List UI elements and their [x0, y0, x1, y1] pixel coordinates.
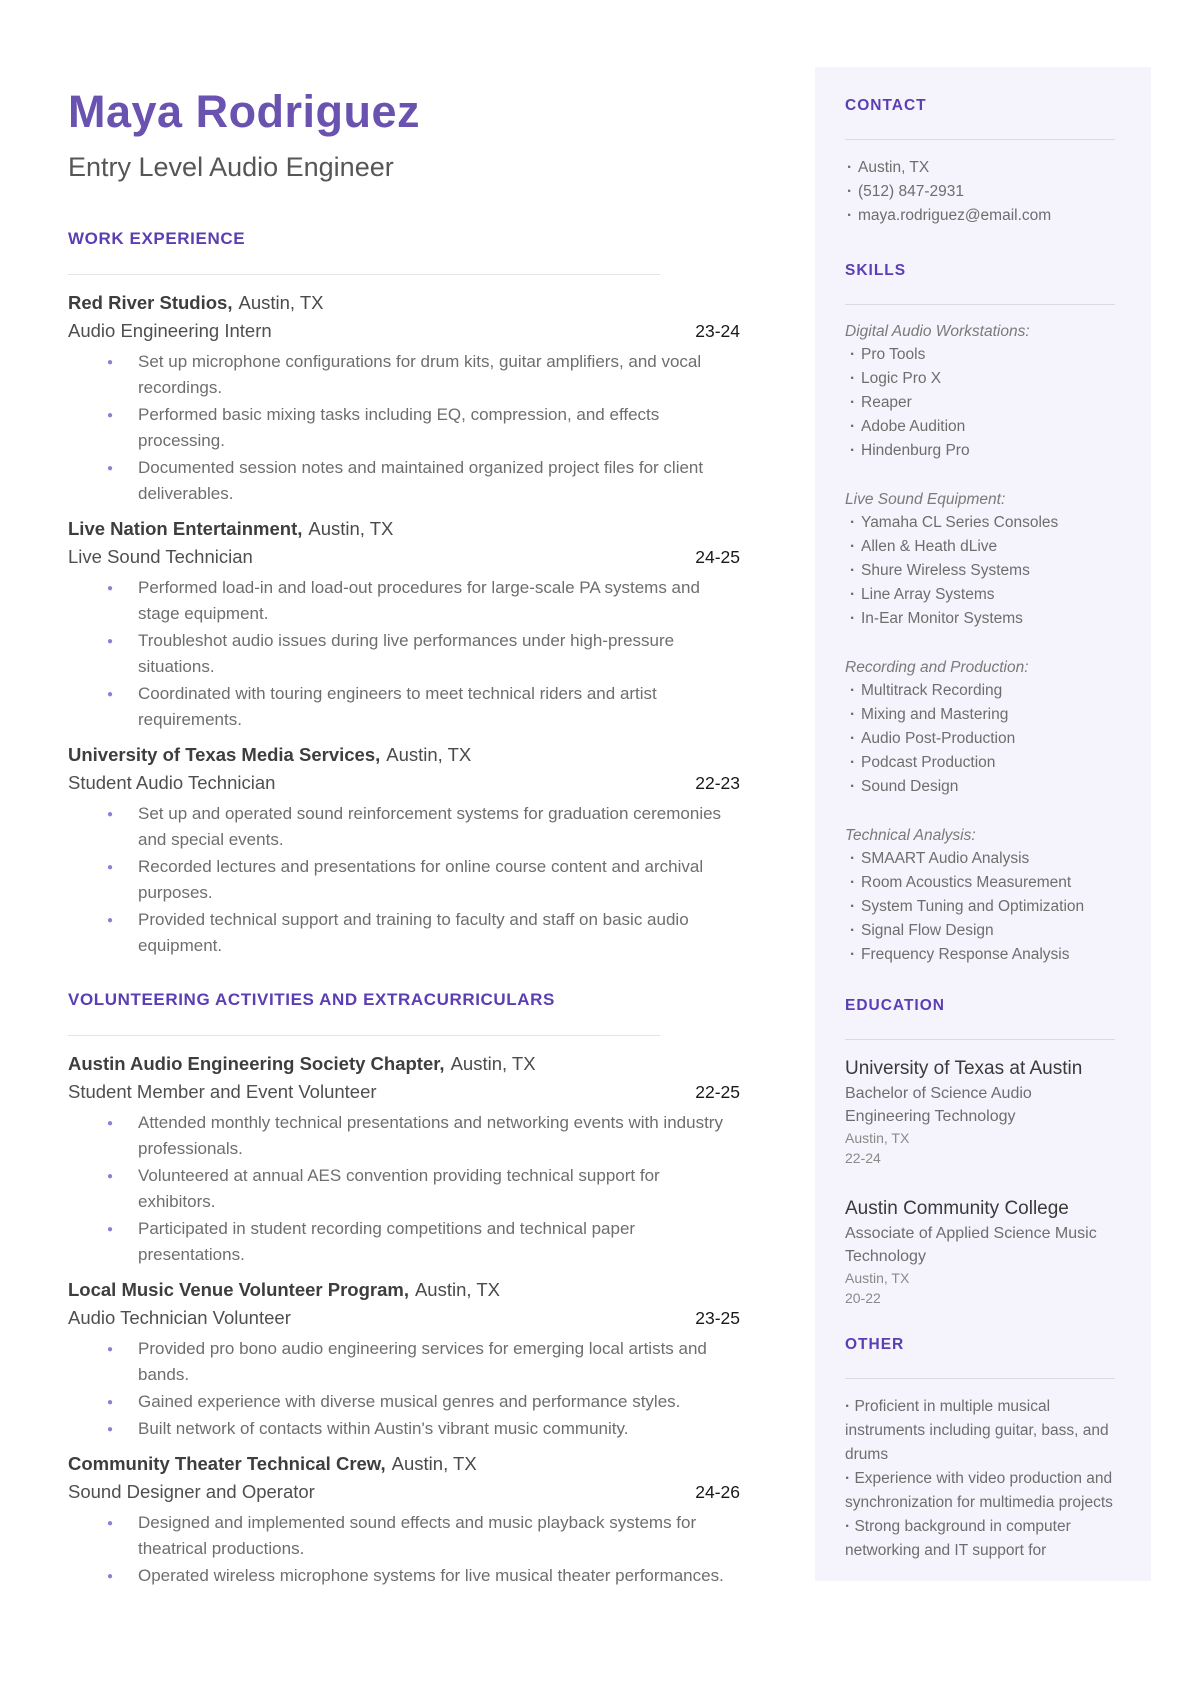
role-title: Sound Designer and Operator: [68, 1481, 315, 1502]
work-experience-list: [68, 289, 740, 959]
person-name: Maya Rodriguez: [68, 86, 421, 137]
contact-item: · (512) 847-2931: [845, 180, 1115, 204]
company-line: [68, 1050, 740, 1078]
contact-heading: CONTACT: [845, 97, 927, 114]
role-title: Live Sound Technician: [68, 546, 253, 567]
company-line: [68, 741, 740, 769]
bullet-list: [68, 1510, 740, 1589]
bullet-list: [68, 575, 740, 733]
school-location: Austin, TX: [845, 1130, 910, 1146]
bullet-item: ● Operated wireless microphone systems for live musical theater performances.: [138, 1563, 738, 1589]
volunteering-heading: VOLUNTEERING ACTIVITIES AND EXTRACURRICULARS: [68, 990, 555, 1009]
school-dates: 22-24: [845, 1150, 881, 1166]
date-range: 22-25: [695, 1082, 740, 1102]
bullet-item: ● Troubleshot audio issues during live performances under high-pressure situations.: [138, 628, 738, 680]
skill-item: · Allen & Heath dLive: [845, 535, 1115, 559]
education-entry: [845, 1196, 1115, 1308]
bullet-list: [68, 349, 740, 507]
company-location: Austin, TX: [414, 1279, 500, 1300]
school-location: Austin, TX: [845, 1270, 910, 1286]
other-item: · Strong background in computer networking and IT support for: [845, 1515, 1115, 1563]
skill-item: · Yamaha CL Series Consoles: [845, 511, 1115, 535]
bullet-item: ● Attended monthly technical presentations and networking events with industry professionals.: [138, 1110, 738, 1162]
bullet-item: ● Volunteered at annual AES convention providing technical support for exhibitors.: [138, 1163, 738, 1215]
bullet-item: ● Designed and implemented sound effects and music playback systems for theatrical productions.: [138, 1510, 738, 1562]
skill-item: · Signal Flow Design: [845, 919, 1115, 943]
skill-group: [845, 825, 1115, 967]
skill-item: · Pro Tools: [845, 343, 1115, 367]
volunteering-list: [68, 1050, 740, 1589]
section-divider: [845, 139, 1115, 140]
skill-item: · Multitrack Recording: [845, 679, 1115, 703]
role-title: Student Audio Technician: [68, 772, 276, 793]
bullet-item: ● Documented session notes and maintained organized project files for client deliverables.: [138, 455, 738, 507]
skill-item: · Mixing and Mastering: [845, 703, 1115, 727]
skill-item: · Frequency Response Analysis: [845, 943, 1115, 967]
company-location: Austin, TX: [391, 1453, 477, 1474]
skill-item: · Reaper: [845, 391, 1115, 415]
bullet-list: [68, 1110, 740, 1268]
skill-item: · Podcast Production: [845, 751, 1115, 775]
sidebar: [815, 67, 1151, 1581]
bullet-item: ● Set up microphone configurations for drum kits, guitar amplifiers, and vocal recordings.: [138, 349, 738, 401]
skills-heading: SKILLS: [845, 262, 907, 279]
degree: Associate of Applied Science Music Technology: [845, 1225, 1097, 1265]
role-line: [68, 1078, 740, 1106]
skill-category-label: Recording and Production:: [845, 659, 1029, 676]
date-range: 23-25: [695, 1308, 740, 1328]
company-name: Community Theater Technical Crew,: [68, 1453, 386, 1474]
other-heading: OTHER: [845, 1336, 905, 1353]
education-heading: EDUCATION: [845, 997, 945, 1014]
date-range: 24-25: [695, 547, 740, 567]
school-name: Austin Community College: [845, 1198, 1069, 1219]
skill-category-label: Live Sound Equipment:: [845, 491, 1006, 508]
role-title: Student Member and Event Volunteer: [68, 1081, 377, 1102]
section-divider: [845, 1039, 1115, 1040]
company-name: Austin Audio Engineering Society Chapter,: [68, 1053, 445, 1074]
skill-group: [845, 321, 1115, 463]
role-line: [68, 769, 740, 797]
degree: Bachelor of Science Audio Engineering Technology: [845, 1085, 1032, 1125]
skill-item: · Adobe Audition: [845, 415, 1115, 439]
skill-group: [845, 489, 1115, 631]
skill-category-label: Digital Audio Workstations:: [845, 323, 1030, 340]
bullet-list: [68, 1336, 740, 1442]
bullet-item: ● Performed load-in and load-out procedures for large-scale PA systems and stage equipment.: [138, 575, 738, 627]
section-divider: [845, 304, 1115, 305]
contact-item: · maya.rodriguez@email.com: [845, 204, 1115, 228]
skill-item: · SMAART Audio Analysis: [845, 847, 1115, 871]
job-entry: [68, 289, 740, 507]
skill-item: · Audio Post-Production: [845, 727, 1115, 751]
skill-item: · Hindenburg Pro: [845, 439, 1115, 463]
work-experience-heading: WORK EXPERIENCE: [68, 229, 246, 248]
bullet-item: ● Recorded lectures and presentations for online course content and archival purposes.: [138, 854, 738, 906]
skills-list: [845, 321, 1115, 967]
date-range: 23-24: [695, 321, 740, 341]
skill-item: · Room Acoustics Measurement: [845, 871, 1115, 895]
skill-item: · Logic Pro X: [845, 367, 1115, 391]
bullet-item: ● Provided technical support and training to faculty and staff on basic audio equipment.: [138, 907, 738, 959]
role-line: [68, 1478, 740, 1506]
skill-item: · Line Array Systems: [845, 583, 1115, 607]
job-entry: [68, 515, 740, 733]
company-location: Austin, TX: [386, 744, 472, 765]
other-item: · Experience with video production and synchronization for multimedia projects: [845, 1467, 1115, 1515]
school-name: University of Texas at Austin: [845, 1058, 1083, 1079]
role-line: [68, 543, 740, 571]
company-name: Live Nation Entertainment,: [68, 518, 303, 539]
contact-list: [845, 156, 1115, 228]
company-name: Local Music Venue Volunteer Program,: [68, 1279, 409, 1300]
company-line: [68, 515, 740, 543]
role-line: [68, 317, 740, 345]
skill-item: · Sound Design: [845, 775, 1115, 799]
education-entry: [845, 1056, 1115, 1168]
bullet-item: ● Performed basic mixing tasks including EQ, compression, and effects processing.: [138, 402, 738, 454]
person-title: Entry Level Audio Engineer: [68, 152, 394, 182]
role-title: Audio Technician Volunteer: [68, 1307, 291, 1328]
date-range: 24-26: [695, 1482, 740, 1502]
main-column: [68, 0, 740, 1597]
bullet-item: ● Set up and operated sound reinforcement systems for graduation ceremonies and special events.: [138, 801, 738, 853]
job-entry: [68, 1050, 740, 1268]
bullet-list: [68, 801, 740, 959]
other-item: · Proficient in multiple musical instruments including guitar, bass, and drums: [845, 1395, 1115, 1467]
role-line: [68, 1304, 740, 1332]
bullet-item: ● Participated in student recording competitions and technical paper presentations.: [138, 1216, 738, 1268]
education-list: [845, 1056, 1115, 1308]
contact-item: · Austin, TX: [845, 156, 1115, 180]
skill-item: · Shure Wireless Systems: [845, 559, 1115, 583]
company-line: [68, 1450, 740, 1478]
job-entry: [68, 741, 740, 959]
role-title: Audio Engineering Intern: [68, 320, 272, 341]
skill-item: · In-Ear Monitor Systems: [845, 607, 1115, 631]
bullet-item: ● Provided pro bono audio engineering services for emerging local artists and bands.: [138, 1336, 738, 1388]
company-name: Red River Studios,: [68, 292, 233, 313]
school-dates: 20-22: [845, 1290, 881, 1306]
skill-category-label: Technical Analysis:: [845, 827, 976, 844]
job-entry: [68, 1276, 740, 1442]
company-location: Austin, TX: [238, 292, 324, 313]
bullet-item: ● Built network of contacts within Austin's vibrant music community.: [138, 1416, 738, 1442]
bullet-item: ● Gained experience with diverse musical genres and performance styles.: [138, 1389, 738, 1415]
company-line: [68, 1276, 740, 1304]
company-line: [68, 289, 740, 317]
bullet-item: ● Coordinated with touring engineers to meet technical riders and artist requirements.: [138, 681, 738, 733]
section-divider: [845, 1378, 1115, 1379]
skill-item: · System Tuning and Optimization: [845, 895, 1115, 919]
job-entry: [68, 1450, 740, 1589]
date-range: 22-23: [695, 773, 740, 793]
section-divider: [68, 274, 660, 275]
company-location: Austin, TX: [450, 1053, 536, 1074]
skill-group: [845, 657, 1115, 799]
company-location: Austin, TX: [308, 518, 394, 539]
company-name: University of Texas Media Services,: [68, 744, 381, 765]
section-divider: [68, 1035, 660, 1036]
other-list: [845, 1395, 1115, 1563]
